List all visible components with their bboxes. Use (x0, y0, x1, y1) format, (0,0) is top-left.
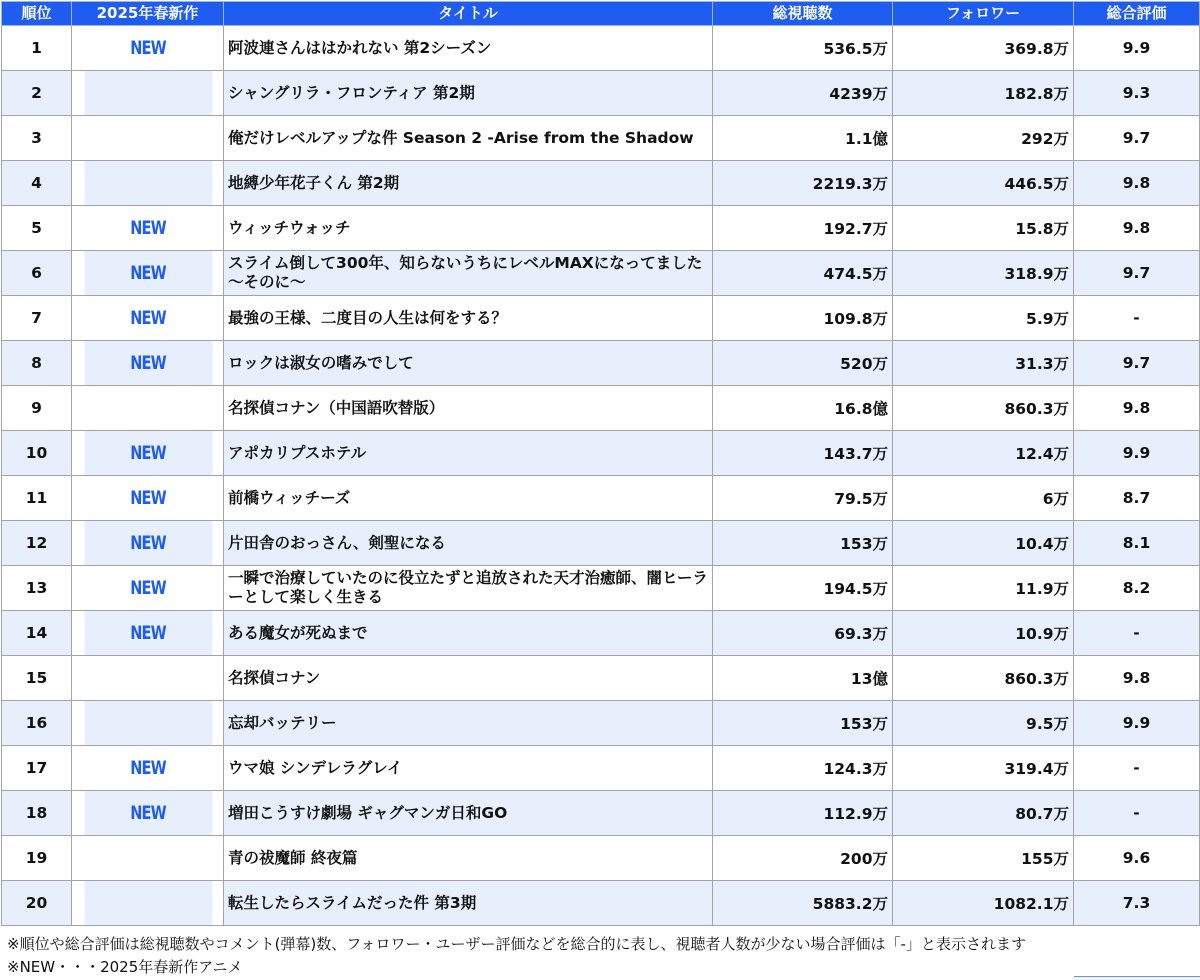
cell-title: アポカリプスホテル (224, 431, 713, 476)
table-row (2, 611, 1200, 656)
cell-rank: 1 (2, 26, 72, 71)
cell-title: スライム倒して300年、知らないうちにレベルMAXになってました 〜そのに〜 (224, 251, 713, 296)
table-row (2, 836, 1200, 881)
cell-new-badge: NEW (83, 26, 212, 71)
cell-followers: 5.9万 (893, 296, 1074, 341)
header-new: 2025年春新作 (72, 2, 224, 26)
cell-views: 13億 (713, 656, 893, 701)
cell-score: - (1074, 296, 1200, 341)
header-score: 総合評価 (1074, 2, 1200, 26)
cell-views: 79.5万 (713, 476, 893, 521)
cell-followers: 10.9万 (893, 611, 1074, 656)
cell-followers: 9.5万 (893, 701, 1074, 746)
cell-views: 5883.2万 (713, 881, 893, 926)
cell-new-badge (83, 701, 212, 746)
cell-new-badge (83, 836, 212, 881)
cell-new-badge: NEW (83, 341, 212, 386)
cell-title: 片田舎のおっさん、剣聖になる (224, 521, 713, 566)
table-row (2, 296, 1200, 341)
table-row (2, 26, 1200, 71)
cell-followers: 155万 (893, 836, 1074, 881)
cell-views: 153万 (713, 701, 893, 746)
table-row (2, 251, 1200, 296)
cell-title: 名探偵コナン (224, 656, 713, 701)
cell-rank: 20 (2, 881, 72, 926)
cell-rank: 10 (2, 431, 72, 476)
cell-rank: 4 (2, 161, 72, 206)
cell-views: 1.1億 (713, 116, 893, 161)
cell-rank: 2 (2, 71, 72, 116)
cell-rank: 9 (2, 386, 72, 431)
cell-title: 増田こうすけ劇場 ギャグマンガ日和GO (224, 791, 713, 836)
cell-new-badge (83, 161, 212, 206)
cell-title: ウィッチウォッチ (224, 206, 713, 251)
cell-title: 俺だけレベルアップな件 Season 2 -Arise from the Shadow (224, 116, 713, 161)
cell-views: 474.5万 (713, 251, 893, 296)
cell-new-badge (83, 386, 212, 431)
cell-followers: 31.3万 (893, 341, 1074, 386)
cell-new-badge: NEW (83, 296, 212, 341)
cell-title: 阿波連さんははかれない 第2シーズン (224, 26, 713, 71)
cell-followers: 369.8万 (893, 26, 1074, 71)
cell-score: 9.9 (1074, 26, 1200, 71)
table-row (2, 341, 1200, 386)
cell-views: 2219.3万 (713, 161, 893, 206)
ranking-table (1, 1, 1200, 926)
footnote-new: ※NEW・・・2025年春新作アニメ (7, 958, 243, 976)
cell-new-badge: NEW (83, 251, 212, 296)
cell-followers: 860.3万 (893, 386, 1074, 431)
cell-score: - (1074, 791, 1200, 836)
cell-title: 転生したらスライムだった件 第3期 (224, 881, 713, 926)
cell-title: 青の祓魔師 終夜篇 (224, 836, 713, 881)
cell-followers: 446.5万 (893, 161, 1074, 206)
cell-rank: 17 (2, 746, 72, 791)
cell-rank: 7 (2, 296, 72, 341)
cell-followers: 10.4万 (893, 521, 1074, 566)
cell-views: 153万 (713, 521, 893, 566)
table-body (2, 26, 1200, 926)
cell-new-badge: NEW (83, 206, 212, 251)
cell-views: 16.8億 (713, 386, 893, 431)
cell-views: 192.7万 (713, 206, 893, 251)
cell-new-badge: NEW (83, 746, 212, 791)
cell-score: - (1074, 746, 1200, 791)
cell-score: 9.7 (1074, 116, 1200, 161)
cell-new-badge (83, 656, 212, 701)
cell-title: シャングリラ・フロンティア 第2期 (224, 71, 713, 116)
cell-score: 9.9 (1074, 431, 1200, 476)
cell-rank: 11 (2, 476, 72, 521)
cell-title: 忘却バッテリー (224, 701, 713, 746)
cell-followers: 15.8万 (893, 206, 1074, 251)
header-followers: フォロワー (893, 2, 1074, 26)
table-row (2, 701, 1200, 746)
header-row (2, 2, 1200, 26)
cell-rank: 19 (2, 836, 72, 881)
table-row (2, 431, 1200, 476)
table-row (2, 71, 1200, 116)
cell-score: - (1074, 611, 1200, 656)
cell-score: 8.7 (1074, 476, 1200, 521)
cell-new-badge: NEW (83, 566, 212, 611)
table-row (2, 566, 1200, 611)
cell-title: 最強の王様、二度目の人生は何をする？ (224, 296, 713, 341)
cell-rank: 13 (2, 566, 72, 611)
cell-new-badge: NEW (83, 791, 212, 836)
cell-views: 4239万 (713, 71, 893, 116)
cell-views: 112.9万 (713, 791, 893, 836)
cell-score: 9.8 (1074, 206, 1200, 251)
cell-rank: 15 (2, 656, 72, 701)
cell-rank: 14 (2, 611, 72, 656)
cell-followers: 6万 (893, 476, 1074, 521)
header-views: 総視聴数 (713, 2, 893, 26)
cell-views: 520万 (713, 341, 893, 386)
table-row (2, 161, 1200, 206)
table-row (2, 881, 1200, 926)
cell-score: 9.8 (1074, 161, 1200, 206)
cell-new-badge: NEW (83, 476, 212, 521)
cell-score: 9.6 (1074, 836, 1200, 881)
cell-title: 名探偵コナン（中国語吹替版） (224, 386, 713, 431)
cell-followers: 292万 (893, 116, 1074, 161)
cell-title: ロックは淑女の嗜みでして (224, 341, 713, 386)
footnote-rating: ※順位や総合評価は総視聴数やコメント(弾幕)数、フォロワー・ユーザー評価などを総合的に表し、視聴者人数が少ない場合評価は「-」と表示されます (7, 935, 1026, 953)
cell-new-badge (83, 71, 212, 116)
footnotes (7, 933, 1026, 979)
cell-rank: 6 (2, 251, 72, 296)
cell-followers: 1082.1万 (893, 881, 1074, 926)
table-row (2, 521, 1200, 566)
cell-score: 9.3 (1074, 71, 1200, 116)
table-row (2, 386, 1200, 431)
cell-rank: 12 (2, 521, 72, 566)
table-row (2, 476, 1200, 521)
cell-followers: 12.4万 (893, 431, 1074, 476)
cell-score: 9.7 (1074, 341, 1200, 386)
cell-score: 9.8 (1074, 656, 1200, 701)
cell-new-badge (83, 881, 212, 926)
cell-title: ある魔女が死ぬまで (224, 611, 713, 656)
cell-followers: 860.3万 (893, 656, 1074, 701)
cell-followers: 318.9万 (893, 251, 1074, 296)
cell-followers: 182.8万 (893, 71, 1074, 116)
cell-rank: 5 (2, 206, 72, 251)
corner-decoration (1074, 976, 1200, 980)
cell-title: 前橋ウィッチーズ (224, 476, 713, 521)
cell-rank: 3 (2, 116, 72, 161)
cell-title: 一瞬で治療していたのに役立たずと追放された天才治癒師、闇ヒーラーとして楽しく生きる (224, 566, 713, 611)
cell-views: 200万 (713, 836, 893, 881)
cell-score: 8.2 (1074, 566, 1200, 611)
cell-new-badge (83, 116, 212, 161)
cell-views: 109.8万 (713, 296, 893, 341)
cell-rank: 18 (2, 791, 72, 836)
cell-views: 536.5万 (713, 26, 893, 71)
cell-score: 9.9 (1074, 701, 1200, 746)
table-row (2, 656, 1200, 701)
cell-followers: 80.7万 (893, 791, 1074, 836)
cell-rank: 16 (2, 701, 72, 746)
cell-new-badge: NEW (83, 431, 212, 476)
table-row (2, 116, 1200, 161)
cell-score: 9.7 (1074, 251, 1200, 296)
cell-views: 124.3万 (713, 746, 893, 791)
cell-new-badge: NEW (83, 611, 212, 656)
cell-followers: 11.9万 (893, 566, 1074, 611)
cell-score: 9.8 (1074, 386, 1200, 431)
cell-score: 7.3 (1074, 881, 1200, 926)
cell-title: 地縛少年花子くん 第2期 (224, 161, 713, 206)
cell-rank: 8 (2, 341, 72, 386)
table-row (2, 791, 1200, 836)
table-row (2, 206, 1200, 251)
cell-views: 143.7万 (713, 431, 893, 476)
table-row (2, 746, 1200, 791)
cell-new-badge: NEW (83, 521, 212, 566)
cell-title: ウマ娘 シンデレラグレイ (224, 746, 713, 791)
cell-views: 194.5万 (713, 566, 893, 611)
cell-views: 69.3万 (713, 611, 893, 656)
cell-followers: 319.4万 (893, 746, 1074, 791)
header-rank: 順位 (2, 2, 72, 26)
header-title: タイトル (224, 2, 713, 26)
cell-score: 8.1 (1074, 521, 1200, 566)
